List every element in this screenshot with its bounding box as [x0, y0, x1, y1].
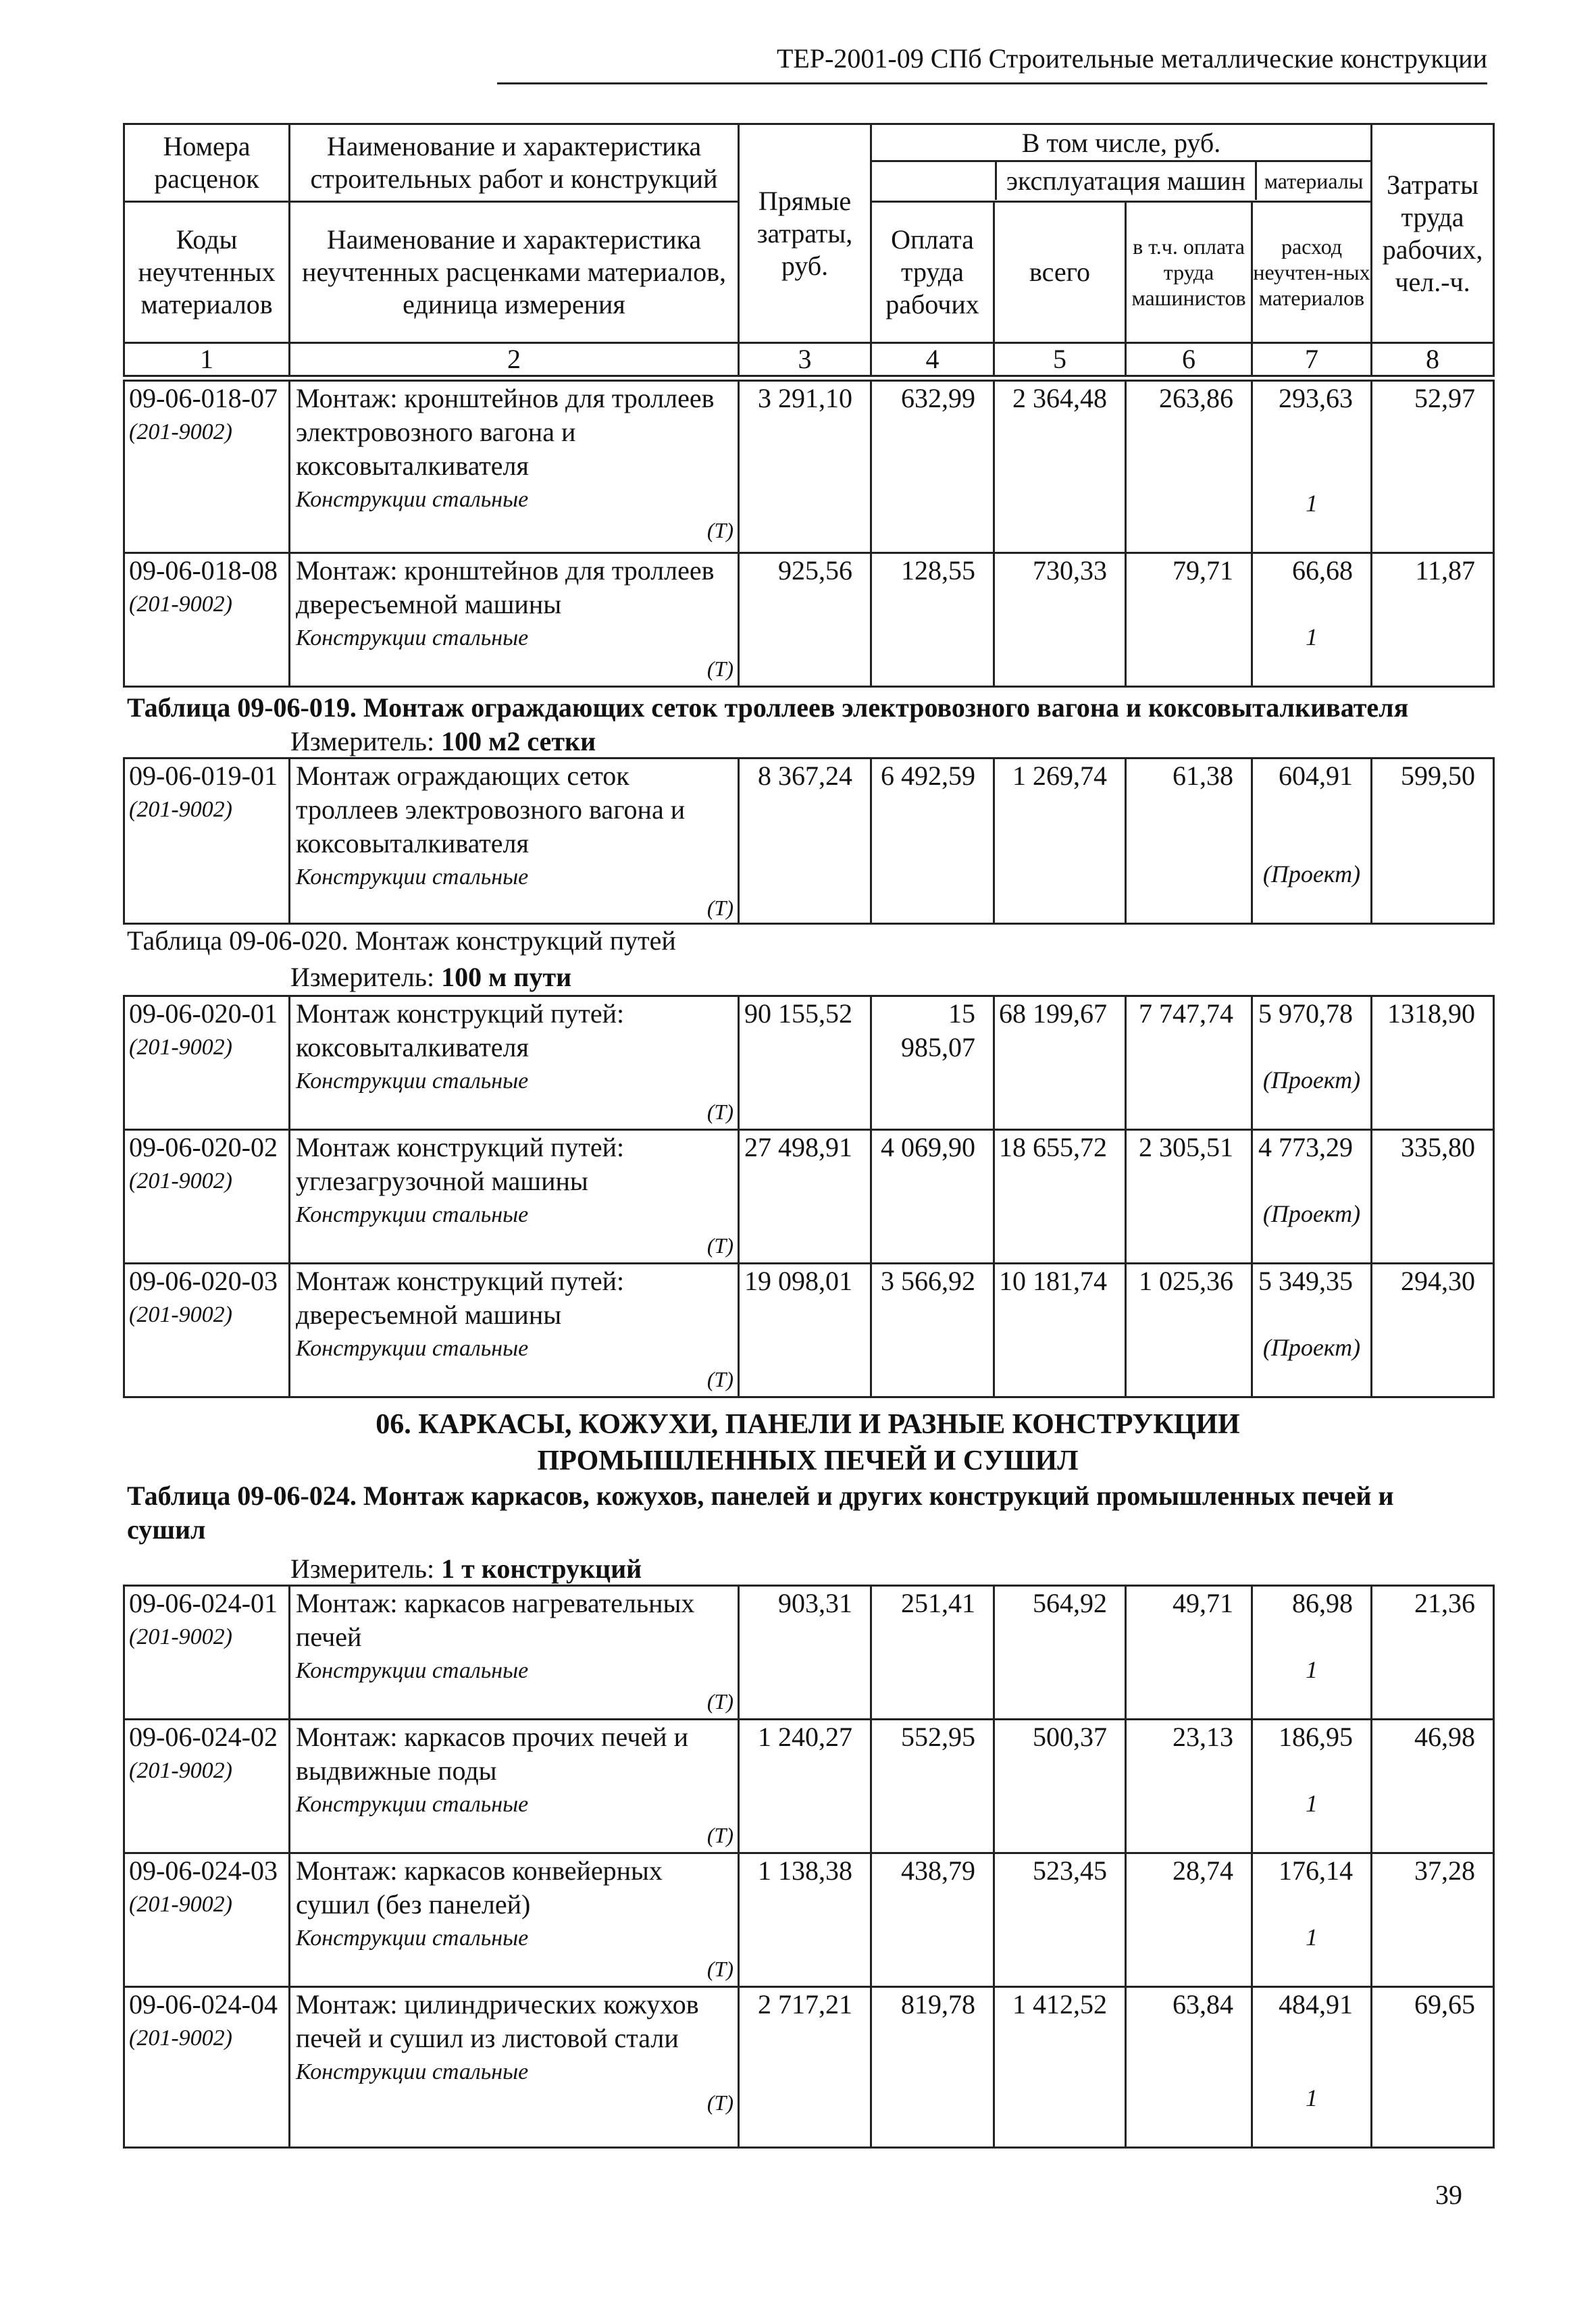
worker-pay: 552,95: [871, 1720, 994, 1853]
rate-code: 09-06-020-03: [129, 1266, 278, 1296]
labor-hours: 46,98: [1372, 1720, 1494, 1853]
machines-total: 1 269,74: [994, 759, 1126, 924]
materials-cell: [1252, 996, 1372, 1130]
machines-total: 500,37: [994, 1720, 1126, 1853]
machines-total: 730,33: [994, 553, 1126, 687]
table-row: [124, 1586, 1494, 1720]
page-number: 39: [1435, 2180, 1462, 2210]
rate-code-cell: [124, 553, 290, 687]
table-row: [124, 1987, 1494, 2148]
table-020-title: Таблица 09-06-020. Монтаж конструкций путей: [127, 925, 676, 956]
table-row: [124, 1130, 1494, 1264]
rate-code: 09-06-018-07: [129, 383, 278, 413]
material-quantity: (Проект): [1262, 860, 1361, 888]
work-name: Монтаж конструкций путей: коксовыталкивателя: [296, 998, 625, 1062]
work-name-cell: [290, 1987, 739, 2148]
work-name-cell: [290, 996, 739, 1130]
materials-cost: 5 970,78: [1258, 998, 1353, 1029]
material-code: (201-9002): [129, 592, 232, 617]
column-number: 2: [290, 343, 739, 376]
work-name: Монтаж: каркасов нагревательных печей: [296, 1588, 695, 1652]
machinist-pay: 7 747,74: [1126, 996, 1252, 1130]
work-name-cell: [290, 1720, 739, 1853]
rate-code: 09-06-024-01: [129, 1588, 278, 1618]
material-quantity: 1: [1306, 1656, 1318, 1683]
running-header: ТЕР-2001-09 СПб Строительные металлические конструкции: [497, 35, 1487, 84]
direct-costs: 8 367,24: [739, 759, 871, 924]
table-019-title: Таблица 09-06-019. Монтаж ограждающих сеток троллеев электровозного вагона и коксовыталкивателя: [127, 692, 1409, 723]
material-unit: (Т): [706, 896, 733, 920]
material-name: Конструкции стальные: [296, 865, 529, 890]
labor-hours: 599,50: [1372, 759, 1494, 924]
header-material-codes: Коды неучтенных материалов: [124, 202, 290, 343]
material-unit: (Т): [706, 1233, 733, 1258]
table-row: [124, 1853, 1494, 1987]
table-024-title: Таблица 09-06-024. Монтаж каркасов, кожухов, панелей и других конструкций промышленных печей и сушил: [127, 1481, 1394, 1545]
worker-pay: 632,99: [871, 381, 994, 553]
material-name: Конструкции стальные: [296, 1658, 529, 1683]
labor-hours: 294,30: [1372, 1264, 1494, 1397]
material-quantity: (Проект): [1262, 1066, 1361, 1094]
header-including: [871, 124, 1372, 202]
material-name: Конструкции стальные: [296, 487, 529, 512]
materials-cost: 484,91: [1279, 1989, 1353, 2020]
section-06-title-line1: 06. КАРКАСЫ, КОЖУХИ, ПАНЕЛИ И РАЗНЫЕ КОНСТРУКЦИИ: [376, 1409, 1240, 1440]
materials-cost: 4 773,29: [1258, 1132, 1353, 1162]
work-name: Монтаж конструкций путей: двересъемной машины: [296, 1266, 625, 1330]
worker-pay: 438,79: [871, 1853, 994, 1987]
material-name: Конструкции стальные: [296, 625, 529, 650]
table-row: [124, 553, 1494, 687]
material-code: (201-9002): [129, 1758, 232, 1783]
work-name-cell: [290, 1264, 739, 1397]
labor-hours: 37,28: [1372, 1853, 1494, 1987]
header-worker-pay: Оплата труда рабочих: [871, 202, 994, 343]
material-unit: (Т): [706, 1100, 733, 1124]
labor-hours: 1318,90: [1372, 996, 1494, 1130]
material-name: Конструкции стальные: [296, 1792, 529, 1817]
material-unit: (Т): [706, 1823, 733, 1847]
material-code: (201-9002): [129, 1035, 232, 1060]
material-code: (201-9002): [129, 1168, 232, 1193]
material-quantity: (Проект): [1262, 1200, 1361, 1227]
header-direct-costs: Прямые затраты, руб.: [739, 124, 871, 343]
material-quantity: (Проект): [1262, 1334, 1361, 1361]
machinist-pay: 28,74: [1126, 1853, 1252, 1987]
table-row: [124, 1264, 1494, 1397]
work-name-cell: [290, 1586, 739, 1720]
material-unit: (Т): [706, 1957, 733, 1981]
material-code: (201-9002): [129, 419, 232, 444]
header-including-label: В том числе, руб.: [872, 126, 1370, 162]
material-quantity: 1: [1306, 2084, 1318, 2111]
rate-code: 09-06-024-02: [129, 1722, 278, 1752]
rate-code-cell: [124, 1264, 290, 1397]
material-unit: (Т): [706, 1367, 733, 1391]
material-name: Конструкции стальные: [296, 1202, 529, 1227]
header-unaccounted-materials: расход неучтен-ных материалов: [1252, 202, 1372, 343]
direct-costs: 2 717,21: [739, 1987, 871, 2148]
section-06-title-line2: ПРОМЫШЛЕННЫХ ПЕЧЕЙ И СУШИЛ: [537, 1445, 1079, 1476]
column-number: 4: [871, 343, 994, 376]
worker-pay: 128,55: [871, 553, 994, 687]
column-number: 1: [124, 343, 290, 376]
labor-hours: 21,36: [1372, 1586, 1494, 1720]
table-row: [124, 381, 1494, 553]
material-quantity: 1: [1306, 1790, 1318, 1817]
rate-code-cell: [124, 759, 290, 924]
material-unit: (Т): [706, 2090, 733, 2115]
machinist-pay: 49,71: [1126, 1586, 1252, 1720]
materials-cell: [1252, 381, 1372, 553]
work-name-cell: [290, 759, 739, 924]
column-number: 6: [1126, 343, 1252, 376]
rate-code: 09-06-019-01: [129, 761, 278, 791]
materials-cost: 86,98: [1292, 1588, 1353, 1618]
header-machinist-pay: в т.ч. оплата труда машинистов: [1126, 202, 1252, 343]
material-code: (201-9002): [129, 2026, 232, 2051]
material-code: (201-9002): [129, 1624, 232, 1649]
rate-code-cell: [124, 1130, 290, 1264]
rate-code-cell: [124, 1853, 290, 1987]
rate-code-cell: [124, 1987, 290, 2148]
material-unit: (Т): [706, 657, 733, 681]
material-unit: (Т): [706, 1689, 733, 1714]
material-code: (201-9002): [129, 1302, 232, 1327]
column-number: 3: [739, 343, 871, 376]
materials-cell: [1252, 1264, 1372, 1397]
direct-costs: 19 098,01: [739, 1264, 871, 1397]
material-name: Конструкции стальные: [296, 2059, 529, 2084]
column-number: 8: [1372, 343, 1494, 376]
work-name-cell: [290, 553, 739, 687]
material-quantity: 1: [1306, 490, 1318, 517]
labor-hours: 69,65: [1372, 1987, 1494, 2148]
work-name: Монтаж конструкций путей: углезагрузочной машины: [296, 1132, 625, 1196]
material-code: (201-9002): [129, 1892, 232, 1917]
machinist-pay: 63,84: [1126, 1987, 1252, 2148]
rate-code-cell: [124, 381, 290, 553]
rate-code: 09-06-020-01: [129, 998, 278, 1029]
rate-code-cell: [124, 1586, 290, 1720]
machinist-pay: 263,86: [1126, 381, 1252, 553]
worker-pay: 6 492,59: [871, 759, 994, 924]
table-019: [123, 757, 1495, 925]
column-number: 7: [1252, 343, 1372, 376]
machines-total: 18 655,72: [994, 1130, 1126, 1264]
material-name: Конструкции стальные: [296, 1336, 529, 1361]
table-019-meter: Измеритель: 100 м2 сетки: [290, 726, 596, 756]
materials-cost: 604,91: [1279, 761, 1353, 791]
materials-cell: [1252, 1586, 1372, 1720]
table-018-block: [123, 380, 1495, 688]
work-name-cell: [290, 381, 739, 553]
materials-cell: [1252, 1720, 1372, 1853]
direct-costs: 90 155,52: [739, 996, 871, 1130]
material-unit: (Т): [706, 518, 733, 542]
header-machines: эксплуатация машин: [997, 162, 1257, 200]
machinist-pay: 2 305,51: [1126, 1130, 1252, 1264]
table-024-meter: Измеритель: 1 т конструкций: [290, 1553, 642, 1584]
machines-total: 1 412,52: [994, 1987, 1126, 2148]
work-name: Монтаж: каркасов конвейерных сушил (без панелей): [296, 1855, 663, 1920]
work-name-cell: [290, 1130, 739, 1264]
table-020: [123, 995, 1495, 1398]
materials-cost: 66,68: [1292, 555, 1353, 586]
worker-pay: 15 985,07: [871, 996, 994, 1130]
labor-hours: 52,97: [1372, 381, 1494, 553]
table-row: [124, 759, 1494, 924]
machines-total: 10 181,74: [994, 1264, 1126, 1397]
worker-pay: 3 566,92: [871, 1264, 994, 1397]
worker-pay: 251,41: [871, 1586, 994, 1720]
materials-cost: 176,14: [1279, 1855, 1353, 1886]
direct-costs: 903,31: [739, 1586, 871, 1720]
machinist-pay: 61,38: [1126, 759, 1252, 924]
machines-total: 523,45: [994, 1853, 1126, 1987]
machinist-pay: 23,13: [1126, 1720, 1252, 1853]
table-row: [124, 996, 1494, 1130]
rate-code: 09-06-018-08: [129, 555, 278, 586]
header-materials: материалы: [1264, 168, 1364, 193]
labor-hours: 335,80: [1372, 1130, 1494, 1264]
work-name: Монтаж ограждающих сеток троллеев электровозного вагона и коксовыталкивателя: [296, 761, 686, 858]
work-name: Монтаж: цилиндрических кожухов печей и сушил из листовой стали: [296, 1989, 699, 2053]
material-code: (201-9002): [129, 797, 232, 822]
table-024: [123, 1585, 1495, 2149]
work-name: Монтаж: кронштейнов для троллеев двересъемной машины: [296, 555, 715, 619]
machines-total: 564,92: [994, 1586, 1126, 1720]
column-numbers-row: [124, 343, 1494, 376]
materials-cost: 186,95: [1279, 1722, 1353, 1752]
column-header-table: [123, 123, 1495, 377]
work-name-cell: [290, 1853, 739, 1987]
direct-costs: 1 138,38: [739, 1853, 871, 1987]
work-name: Монтаж: каркасов прочих печей и выдвижные поды: [296, 1722, 688, 1786]
rate-code: 09-06-024-04: [129, 1989, 278, 2020]
table-row: [124, 1720, 1494, 1853]
machinist-pay: 1 025,36: [1126, 1264, 1252, 1397]
materials-cell: [1252, 1853, 1372, 1987]
worker-pay: 819,78: [871, 1987, 994, 2148]
materials-cost: 293,63: [1279, 383, 1353, 413]
rate-code-cell: [124, 1720, 290, 1853]
labor-hours: 11,87: [1372, 553, 1494, 687]
header-material-names: Наименование и характеристика неучтенных расценками материалов, единица измерения: [290, 202, 739, 343]
header-labor-hours: Затраты труда рабочих, чел.-ч.: [1372, 124, 1494, 343]
materials-cell: [1252, 553, 1372, 687]
machines-total: 68 199,67: [994, 996, 1126, 1130]
materials-cell: [1252, 1130, 1372, 1264]
header-machines-total: всего: [994, 202, 1126, 343]
table-020-meter: Измеритель: 100 м пути: [290, 962, 572, 992]
material-name: Конструкции стальные: [296, 1926, 529, 1951]
header-work-name: Наименование и характеристика строительных работ и конструкций: [290, 124, 739, 202]
worker-pay: 4 069,90: [871, 1130, 994, 1264]
materials-cost: 5 349,35: [1258, 1266, 1353, 1296]
materials-cell: [1252, 1987, 1372, 2148]
rate-code: 09-06-020-02: [129, 1132, 278, 1162]
machines-total: 2 364,48: [994, 381, 1126, 553]
material-quantity: 1: [1306, 1924, 1318, 1951]
direct-costs: 3 291,10: [739, 381, 871, 553]
header-rate-numbers: Номера расценок: [124, 124, 290, 202]
rate-code-cell: [124, 996, 290, 1130]
material-name: Конструкции стальные: [296, 1069, 529, 1094]
direct-costs: 1 240,27: [739, 1720, 871, 1853]
direct-costs: 925,56: [739, 553, 871, 687]
machinist-pay: 79,71: [1126, 553, 1252, 687]
column-number: 5: [994, 343, 1126, 376]
materials-cell: [1252, 759, 1372, 924]
direct-costs: 27 498,91: [739, 1130, 871, 1264]
material-quantity: 1: [1306, 623, 1318, 650]
work-name: Монтаж: кронштейнов для троллеев электровозного вагона и коксовыталкивателя: [296, 383, 715, 481]
rate-code: 09-06-024-03: [129, 1855, 278, 1886]
